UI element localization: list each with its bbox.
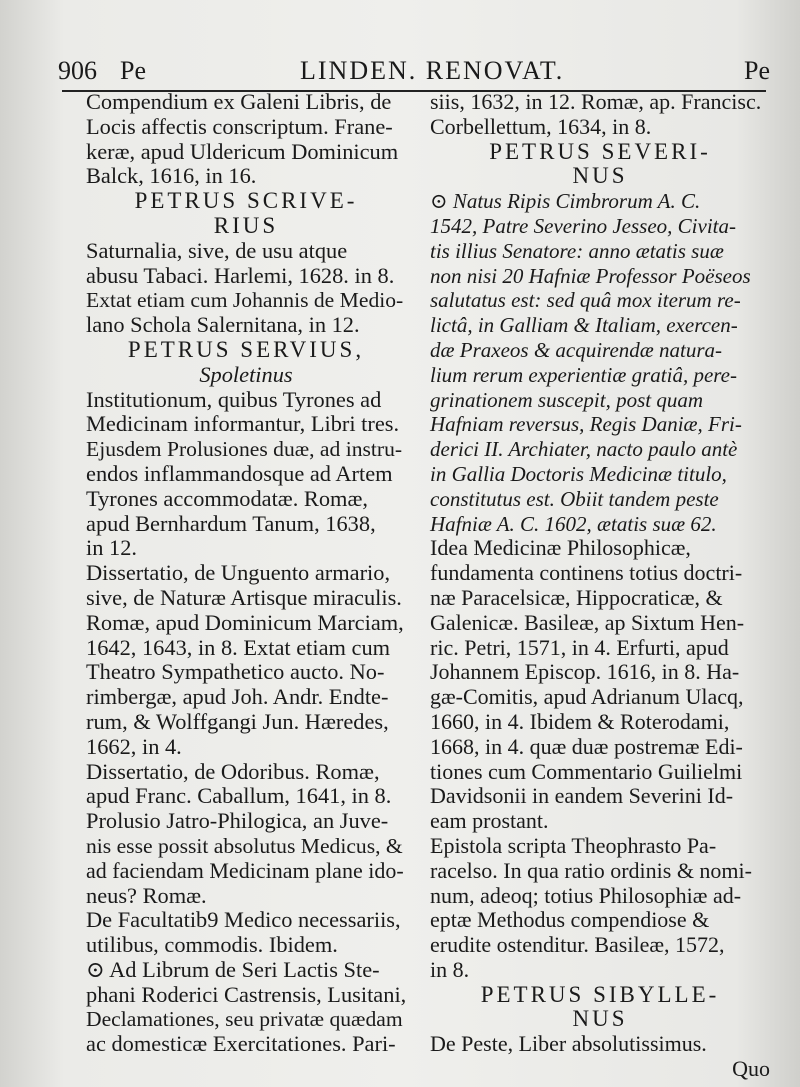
text-line: erudite ostenditur. Basileæ, 1572, [430, 932, 725, 958]
left-column [86, 90, 406, 1057]
text-line: lano Schola Salernitana, in 12. [86, 312, 360, 338]
text-line: eam prostant. [430, 808, 549, 834]
text-line: Galenicæ. Basileæ, ap Sixtum Hen- [430, 609, 745, 635]
text-line: nis esse possit absolutus Medicus, & [86, 833, 403, 858]
text-line: tiones cum Commentario Guilielmi [430, 758, 743, 784]
text-line: phani Roderici Castrensis, Lusitani, [86, 981, 407, 1007]
text-line: Institutionum, quibus Tyrones ad [86, 386, 382, 412]
text-line: endos inflammandosque ad Artem [86, 460, 393, 486]
text-line: Balck, 1616, in 16. [86, 163, 257, 189]
text-line: 1660, in 4. Ibidem & Roterodami, [430, 708, 730, 734]
entry-heading: PETRUS SEVERI- [489, 138, 711, 164]
text-line: 1662, in 4. [86, 733, 182, 759]
text-line: Medicinam informantur, Libri tres. [86, 411, 400, 437]
text-line: Extat etiam cum Johannis de Medio- [86, 288, 404, 313]
biography-line: Hafniæ A. C. 1602, ætatis suæ 62. [430, 511, 717, 536]
right-column [430, 90, 770, 1082]
biography-line: grinationem suscepit, post quam [430, 387, 703, 412]
entry-subheading: Spoletinus [199, 361, 293, 387]
text-line: ric. Petri, 1571, in 4. Erfurti, apud [430, 634, 729, 660]
text-line: in 8. [430, 956, 470, 982]
text-line: eptæ Methodus compendiose & [430, 907, 710, 933]
text-line: Romæ, apud Dominicum Marciam, [86, 609, 404, 635]
running-title: LINDEN. RENOVAT. [300, 56, 565, 85]
text-line: Corbellettum, 1634, in 8. [430, 113, 652, 139]
text-line: rimbergæ, apud Joh. Andr. Endte- [86, 684, 389, 710]
text-line: Declamationes, seu privatæ quædam [86, 1007, 403, 1032]
biography-line: Hafniam reversus, Regis Daniæ, Fri- [430, 412, 742, 437]
text-line: Locis affectis conscriptum. Frane- [86, 113, 393, 139]
text-line: 1642, 1643, in 8. Extat etiam cum [86, 634, 391, 660]
text-line: rum, & Wolffgangi Jun. Hæredes, [86, 708, 389, 734]
biography-line: non nisi 20 Hafniæ Professor Poëseos [430, 263, 751, 288]
text-line: Dissertatio, de Unguento armario, [86, 560, 391, 586]
biography-line: constitutus est. Obiit tandem peste [430, 486, 719, 511]
text-line: keræ, apud Uldericum Dominicum [86, 138, 399, 164]
text-line: fundamenta continens totius doctri- [430, 560, 743, 586]
text-line: Theatro Sympathetico aucto. No- [86, 659, 385, 685]
text-line: Dissertatio, de Odoribus. Romæ, [86, 758, 380, 784]
text-line: neus? Romæ. [86, 882, 207, 908]
entry-heading: PETRUS SCRIVE- [134, 188, 358, 214]
text-line: Tyrones accommodatæ. Romæ, [86, 485, 369, 511]
text-line: Johannem Episcop. 1616, in 8. Ha- [430, 659, 740, 685]
entry-heading: PETRUS SIBYLLE- [480, 981, 720, 1007]
text-line: sive, de Naturæ Artisque miraculis. [86, 584, 402, 610]
text-line: ⊙ Ad Librum de Seri Lactis Ste- [86, 956, 380, 982]
biography-line: in Gallia Doctoris Medicinæ titulo, [430, 461, 727, 486]
header-abbreviation-left: Pe [120, 56, 146, 85]
text-line: apud Franc. Caballum, 1641, in 8. [86, 783, 392, 809]
text-line: De Facultatib9 Medico necessariis, [86, 907, 401, 933]
text-line: Ejusdem Prolusiones duæ, ad instru- [86, 437, 403, 462]
text-line: ac domesticæ Exercitationes. Pari- [86, 1031, 396, 1057]
catchword: Quo [732, 1056, 770, 1082]
text-line: utilibus, commodis. Ibidem. [86, 932, 338, 958]
biography-line: tis illius Senatore: anno ætatis suæ [430, 238, 724, 263]
biography-line: lium rerum experientiæ gratiâ, pere- [430, 362, 737, 387]
text-line: Compendium ex Galeni Libris, de [86, 89, 392, 114]
text-line: Prolusio Jatro-Philogica, an Juve- [86, 808, 389, 834]
entry-heading: NUS [572, 1006, 628, 1032]
biography-line: dæ Praxeos & acquirendæ natura- [430, 337, 723, 362]
text-line: apud Bernhardum Tanum, 1638, [86, 510, 376, 536]
biography-line: 1542, Patre Severino Jesseo, Civita- [430, 213, 736, 238]
biography-line: salutatus est: sed quâ mox iterum re- [430, 288, 741, 313]
text-line: 1668, in 4. quæ duæ postremæ Edi- [430, 733, 743, 759]
page-number: 906 [58, 56, 97, 85]
entry-heading: RIUS [213, 212, 279, 238]
entry-heading: PETRUS SERVIUS, [127, 336, 365, 362]
biography-line: ⊙ Natus Ripis Cimbrorum A. C. [430, 189, 701, 214]
text-line: De Peste, Liber absolutissimus. [430, 1031, 707, 1057]
text-line: racelso. In qua ratio ordinis & nomi- [430, 857, 752, 883]
text-line: siis, 1632, in 12. Romæ, ap. Francisc. [430, 89, 762, 114]
text-line: næ Paracelsicæ, Hippocraticæ, & [430, 584, 723, 610]
text-line: num, adeoq; totius Philosophiæ ad- [430, 882, 742, 908]
text-line: in 12. [86, 535, 138, 561]
text-line: abusu Tabaci. Harlemi, 1628. in 8. [86, 262, 395, 288]
text-line: ad faciendam Medicinam plane ido- [86, 857, 404, 883]
biography-line: lictâ, in Galliam & Italiam, exercen- [430, 313, 738, 338]
biography-line: derici II. Archiater, nacto paulo antè [430, 437, 738, 462]
text-line: Epistola scripta Theophrasto Pa- [430, 832, 717, 858]
text-line: Idea Medicinæ Philosophicæ, [430, 535, 691, 561]
header-abbreviation-right: Pe [744, 56, 770, 85]
entry-heading: NUS [572, 163, 628, 189]
text-line: Davidsonii in eandem Severini Id- [430, 783, 734, 809]
text-line: gæ-Comitis, apud Adrianum Ulacq, [430, 684, 744, 710]
running-header [58, 56, 770, 92]
text-line: Saturnalia, sive, de usu atque [86, 237, 348, 263]
